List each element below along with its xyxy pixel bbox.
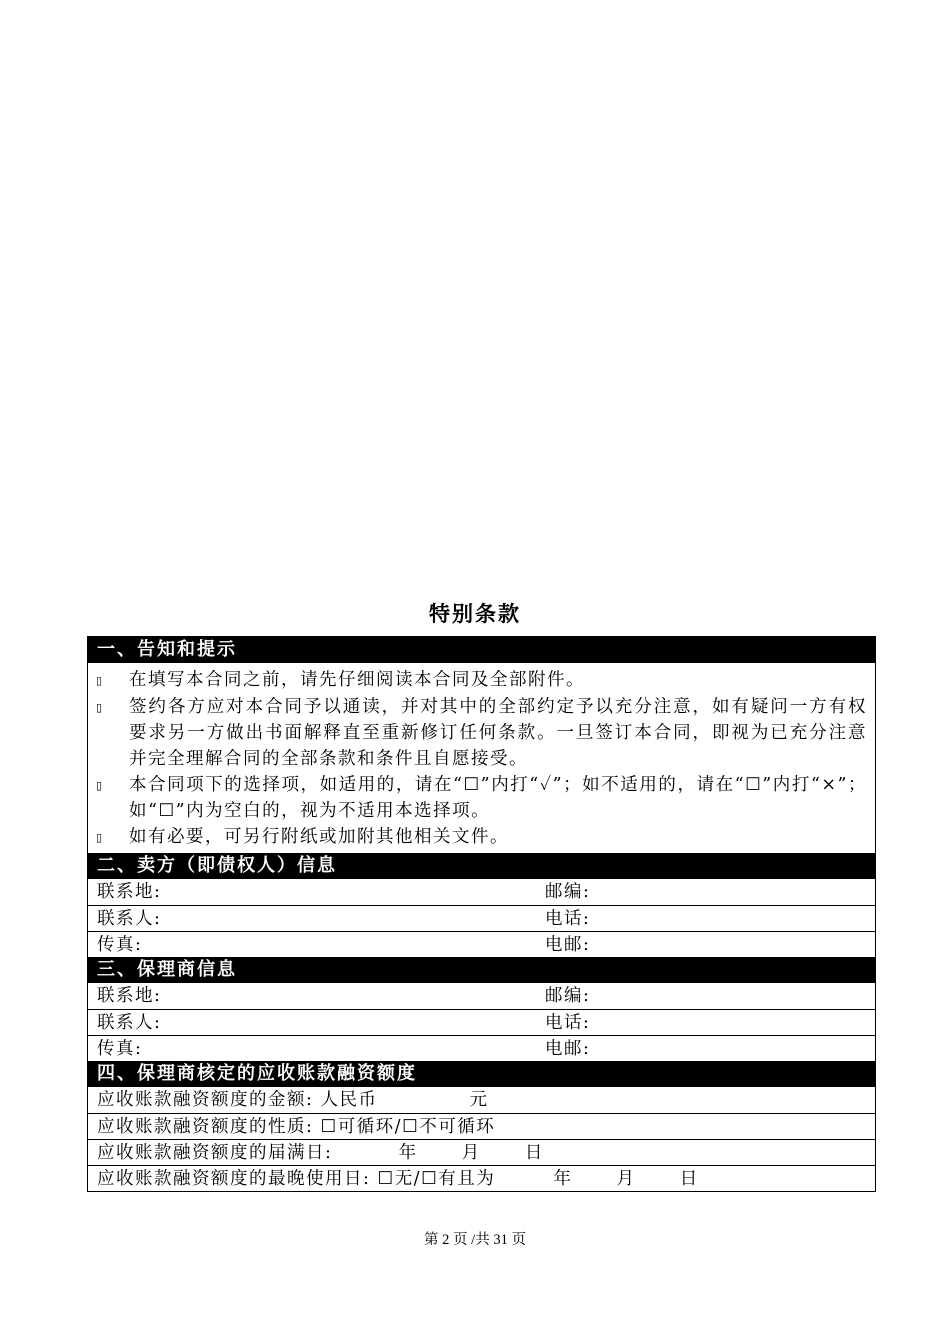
bullet-icon: ▯	[96, 701, 104, 714]
quota-expiry-row	[88, 1139, 875, 1165]
quota-amount-row	[88, 1087, 875, 1113]
has-date-checkbox[interactable]: ☐	[421, 1169, 439, 1189]
factor-email-field[interactable]: 电邮:	[545, 1039, 591, 1059]
day-label: 日	[524, 1143, 544, 1163]
notice-item: ▯ 签约各方应对本合同予以通读，并对其中的全部约定予以充分注意，如有疑问一方有权要求另一方做出书面解释直至重新修订任何条款。一旦签订本合同，即视为已充分注意并完全理解合同的全部条款和条件且自愿接受。	[96, 694, 867, 772]
page-footer: 第 2 页 /共 31 页	[424, 1232, 526, 1248]
quota-nature-row	[88, 1113, 875, 1139]
none-label: 无/	[394, 1169, 422, 1189]
year-label: 年	[553, 1169, 573, 1189]
notice-item: ▯ 如有必要，可另行附纸或加附其他相关文件。	[96, 824, 867, 851]
seller-address-row	[88, 879, 875, 905]
seller-contact-row	[88, 905, 875, 931]
seller-fax-field[interactable]: 传真:	[97, 935, 143, 955]
factor-contact-field[interactable]: 联系人:	[97, 1013, 162, 1033]
factor-address-row	[88, 983, 875, 1009]
non-revolving-checkbox[interactable]: ☐	[402, 1117, 420, 1137]
factor-phone-field[interactable]: 电话:	[545, 1013, 591, 1033]
seller-email-field[interactable]: 电邮:	[545, 935, 591, 955]
section-heading-factor: 三、保理商信息	[88, 957, 875, 983]
notice-list	[88, 663, 875, 853]
none-checkbox[interactable]: ☐	[377, 1169, 395, 1189]
factor-contact-row	[88, 1009, 875, 1035]
seller-address-field[interactable]: 联系地:	[97, 882, 162, 902]
unit-label: 元	[469, 1090, 489, 1110]
seller-fax-row	[88, 931, 875, 957]
page-title: 特别条款	[429, 601, 521, 626]
year-label: 年	[398, 1143, 418, 1163]
non-revolving-label: 不可循环	[419, 1117, 496, 1137]
section-heading-quota: 四、保理商核定的应收账款融资额度	[88, 1061, 875, 1087]
special-terms-form	[87, 636, 876, 1192]
bullet-icon: ▯	[96, 831, 104, 844]
quota-latest-label: 应收账款融资额度的最晚使用日:	[97, 1169, 371, 1189]
seller-postcode-field[interactable]: 邮编:	[545, 882, 591, 902]
quota-latest-row	[88, 1165, 875, 1191]
month-label: 月	[461, 1143, 481, 1163]
quota-expiry-label: 应收账款融资额度的届满日:	[97, 1143, 333, 1163]
quota-nature-label: 应收账款融资额度的性质:	[97, 1117, 314, 1137]
factor-fax-field[interactable]: 传真:	[97, 1039, 143, 1059]
quota-amount-label: 应收账款融资额度的金额:	[97, 1090, 314, 1110]
revolving-checkbox[interactable]: ☐	[320, 1117, 338, 1137]
notice-item: ▯ 在填写本合同之前，请先仔细阅读本合同及全部附件。	[96, 667, 867, 694]
has-date-label: 有且为	[438, 1169, 496, 1189]
bullet-icon: ▯	[96, 674, 104, 687]
revolving-label: 可循环/	[337, 1117, 403, 1137]
factor-fax-row	[88, 1035, 875, 1061]
notice-item: ▯ 本合同项下的选择项，如适用的，请在“☐”内打“✓”；如不适用的，请在“☐”内打“×”；如“☐”内为空白的，视为不适用本选择项。	[96, 772, 867, 824]
section-heading-seller: 二、卖方（即债权人）信息	[88, 853, 875, 879]
factor-address-field[interactable]: 联系地:	[97, 986, 162, 1006]
day-label: 日	[679, 1169, 699, 1189]
bullet-icon: ▯	[96, 779, 104, 792]
factor-postcode-field[interactable]: 邮编:	[545, 986, 591, 1006]
seller-phone-field[interactable]: 电话:	[545, 909, 591, 929]
month-label: 月	[616, 1169, 636, 1189]
seller-contact-field[interactable]: 联系人:	[97, 909, 162, 929]
section-heading-notice: 一、告知和提示	[88, 637, 875, 663]
currency-label: 人民币	[320, 1090, 378, 1110]
